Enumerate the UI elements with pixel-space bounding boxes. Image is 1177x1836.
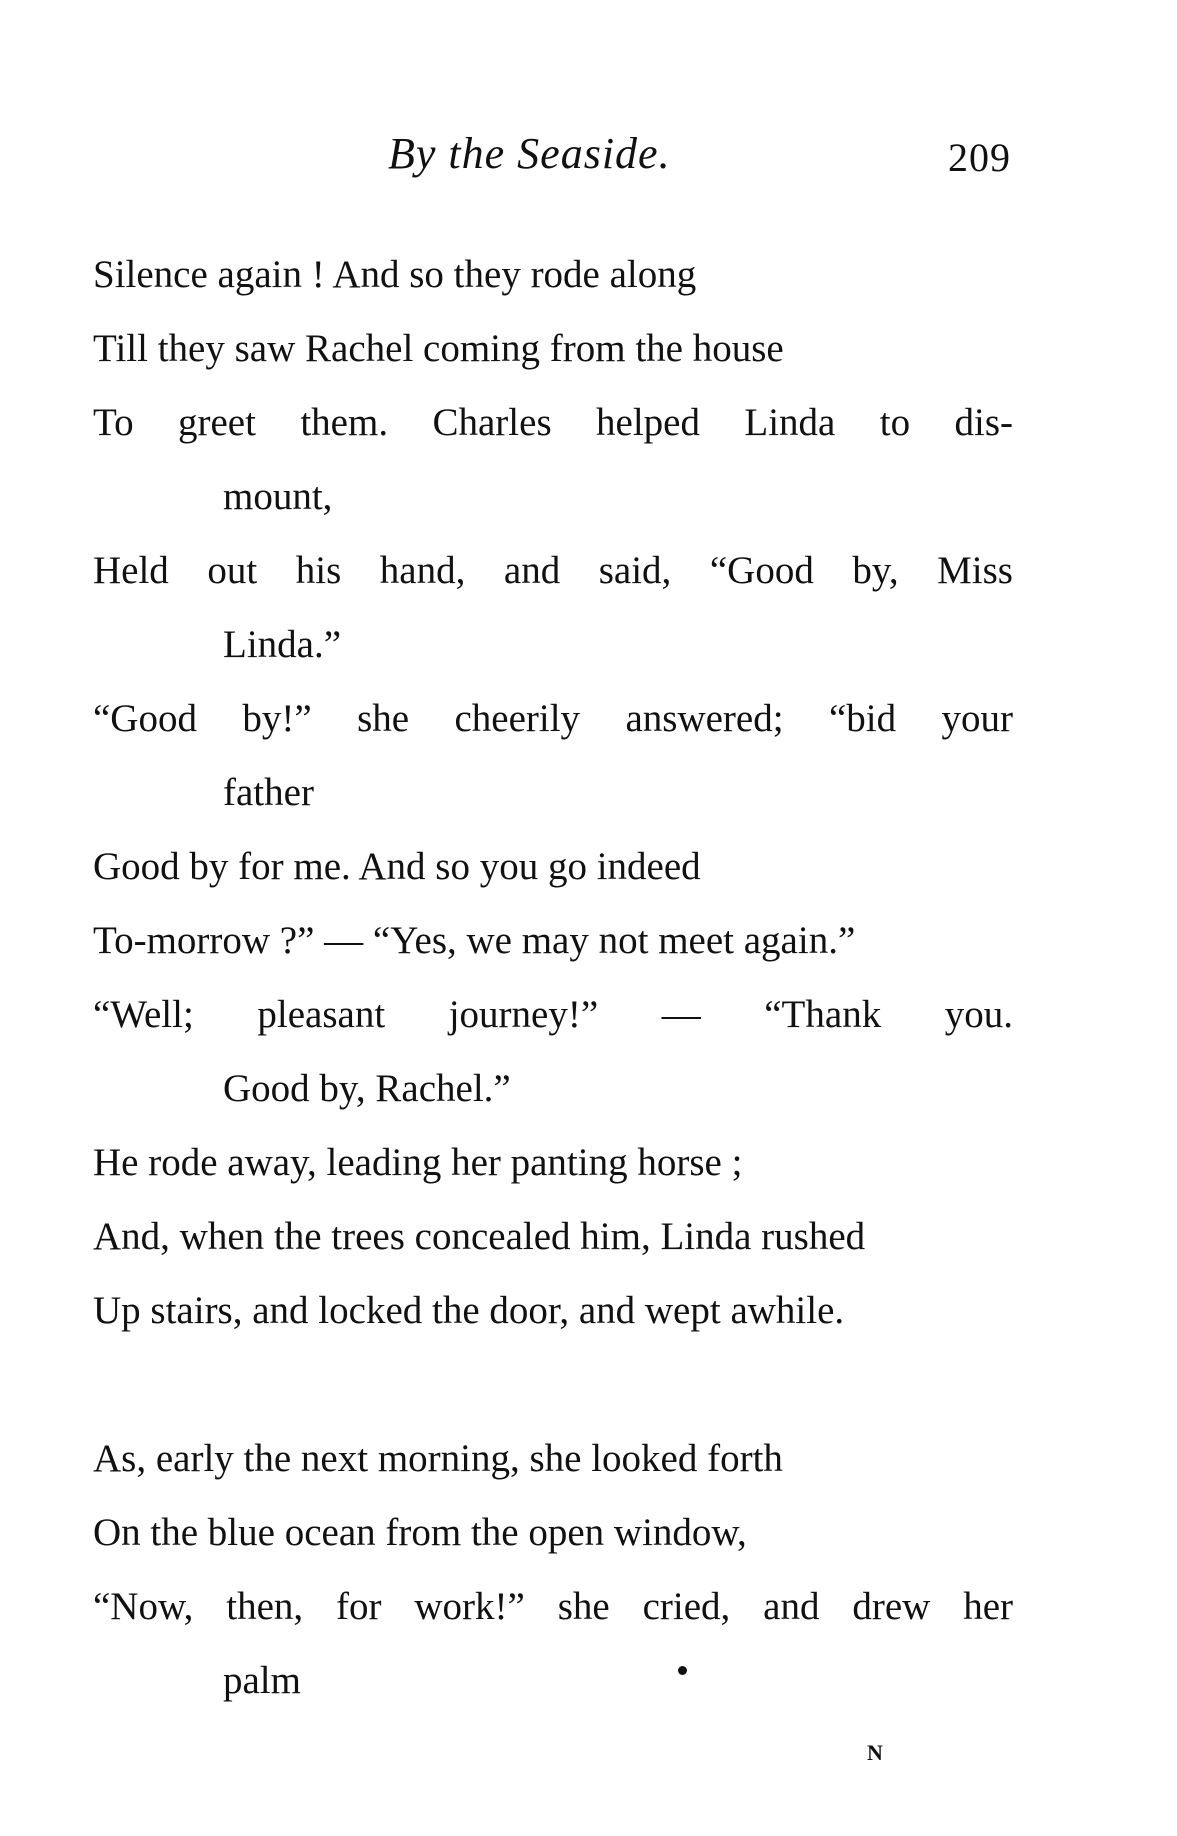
poem-line: As, early the next morning, she looked forth (93, 1437, 783, 1480)
poem-line: Good by for me. And so you go indeed (93, 845, 701, 888)
poem-line: “Well; pleasant journey!” — “Thank you. (93, 993, 1013, 1036)
poem-line-continuation: Linda.” (223, 623, 342, 666)
poem-text (93, 238, 1013, 1718)
poem-line: And, when the trees concealed him, Linda rushed (93, 1215, 866, 1258)
poem-line: “Now, then, for work!” she cried, and drew her (93, 1585, 1013, 1628)
poem-line: Silence again ! And so they rode along (93, 253, 697, 296)
signature-mark: N (867, 1740, 884, 1765)
poem-line: To greet them. Charles helped Linda to dis- (93, 401, 1013, 444)
running-title: By the Seaside. (388, 129, 671, 178)
poem-line: To-morrow ?” — “Yes, we may not meet again.” (93, 919, 856, 962)
page-number: 209 (948, 135, 1011, 180)
poem-line-continuation: palm (223, 1659, 301, 1702)
stanza-break (93, 1348, 1013, 1422)
ink-speck (678, 1666, 687, 1675)
poem-line: On the blue ocean from the open window, (93, 1511, 747, 1554)
poem-line: Held out his hand, and said, “Good by, Miss (93, 549, 1013, 592)
poem-line-continuation: Good by, Rachel.” (223, 1067, 511, 1110)
poem-line: He rode away, leading her panting horse ; (93, 1141, 743, 1184)
poem-line-continuation: father (223, 771, 314, 814)
poem-line-continuation: mount, (223, 475, 333, 518)
page-header (0, 128, 1177, 188)
poem-line: Till they saw Rachel coming from the house (93, 327, 784, 370)
poem-line: “Good by!” she cheerily answered; “bid your (93, 697, 1013, 740)
poem-line: Up stairs, and locked the door, and wept awhile. (93, 1289, 845, 1332)
